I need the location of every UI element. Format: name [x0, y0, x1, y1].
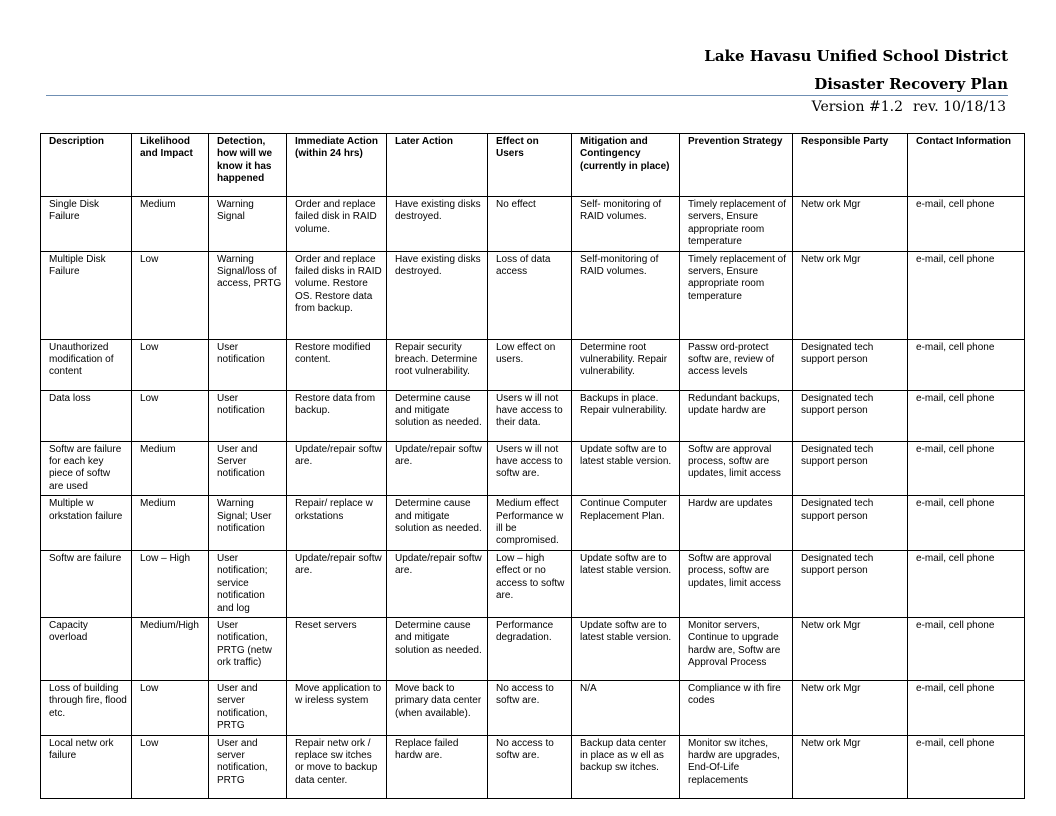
table-cell: Softw are failure for each key piece of softw are used — [41, 441, 132, 496]
table-row — [41, 339, 1025, 390]
table-cell: Softw are approval process, softw are updates, limit access — [680, 550, 793, 617]
table-cell: Unauthorized modification of content — [41, 339, 132, 390]
table-cell: Redundant backups, update hardw are — [680, 390, 793, 441]
table-row — [41, 617, 1025, 680]
disaster-recovery-table — [40, 133, 1025, 799]
table-cell: Timely replacement of servers, Ensure appropriate room temperature — [680, 197, 793, 252]
table-cell: Backups in place. Repair vulnerability. — [572, 390, 680, 441]
table-cell: User and server notification, PRTG — [209, 735, 287, 798]
table-cell: Low – High — [132, 550, 209, 617]
table-cell: Users w ill not have access to softw are. — [488, 441, 572, 496]
table-cell: User notification — [209, 339, 287, 390]
table-cell: Softw are failure — [41, 550, 132, 617]
table-row — [41, 197, 1025, 252]
table-cell: Warning Signal — [209, 197, 287, 252]
table-cell: e-mail, cell phone — [908, 496, 1025, 551]
table-cell: Update softw are to latest stable version. — [572, 617, 680, 680]
table-cell: Determine root vulnerability. Repair vulnerability. — [572, 339, 680, 390]
column-header: Likelihood and Impact — [132, 134, 209, 197]
table-cell: Medium — [132, 197, 209, 252]
table-cell: Repair/ replace w orkstations — [287, 496, 387, 551]
column-header: Prevention Strategy — [680, 134, 793, 197]
table-cell: Medium effect Performance w ill be compromised. — [488, 496, 572, 551]
table-cell: Compliance w ith fire codes — [680, 680, 793, 735]
table-cell: Update/repair softw are. — [387, 550, 488, 617]
table-cell: User notification — [209, 390, 287, 441]
table-row — [41, 390, 1025, 441]
table-cell: Multiple w orkstation failure — [41, 496, 132, 551]
document-header — [704, 46, 1008, 94]
table-cell: Hardw are updates — [680, 496, 793, 551]
table-cell: Warning Signal; User notification — [209, 496, 287, 551]
table-cell: Move back to primary data center (when available). — [387, 680, 488, 735]
column-header: Detection, how will we know it has happened — [209, 134, 287, 197]
table-cell: Reset servers — [287, 617, 387, 680]
column-header: Later Action — [387, 134, 488, 197]
table-cell: Users w ill not have access to their data. — [488, 390, 572, 441]
table-cell: Update softw are to latest stable version. — [572, 550, 680, 617]
table-cell: Low – high effect or no access to softw are. — [488, 550, 572, 617]
table-cell: Update/repair softw are. — [387, 441, 488, 496]
table-cell: Low — [132, 390, 209, 441]
table-cell: No access to softw are. — [488, 735, 572, 798]
table-cell: e-mail, cell phone — [908, 735, 1025, 798]
table-cell: Restore modified content. — [287, 339, 387, 390]
table-cell: Self- monitoring of RAID volumes. — [572, 197, 680, 252]
table-cell: Netw ork Mgr — [793, 197, 908, 252]
table-cell: Designated tech support person — [793, 390, 908, 441]
table-cell: e-mail, cell phone — [908, 617, 1025, 680]
table-cell: e-mail, cell phone — [908, 197, 1025, 252]
table-cell: Warning Signal/loss of access, PRTG — [209, 251, 287, 339]
version-line — [812, 98, 1006, 116]
column-header: Effect on Users — [488, 134, 572, 197]
table-cell: Repair security breach. Determine root vulnerability. — [387, 339, 488, 390]
table-cell: No access to softw are. — [488, 680, 572, 735]
table-cell: Capacity overload — [41, 617, 132, 680]
table-cell: Repair netw ork / replace sw itches or move to backup data center. — [287, 735, 387, 798]
table-row — [41, 680, 1025, 735]
table-cell: Determine cause and mitigate solution as needed. — [387, 496, 488, 551]
district-name: Lake Havasu Unified School District — [704, 47, 1008, 65]
table-cell: Netw ork Mgr — [793, 680, 908, 735]
table-cell: Medium — [132, 496, 209, 551]
table-cell: Determine cause and mitigate solution as needed. — [387, 617, 488, 680]
table-cell: e-mail, cell phone — [908, 251, 1025, 339]
column-header: Responsible Party — [793, 134, 908, 197]
table-cell: Designated tech support person — [793, 496, 908, 551]
table-cell: Designated tech support person — [793, 339, 908, 390]
header-divider — [46, 95, 1008, 96]
table-cell: Data loss — [41, 390, 132, 441]
table-cell: User and server notification, PRTG — [209, 680, 287, 735]
column-header: Mitigation and Contingency (currently in place) — [572, 134, 680, 197]
table-cell: e-mail, cell phone — [908, 339, 1025, 390]
table-cell: Low — [132, 251, 209, 339]
column-header: Description — [41, 134, 132, 197]
table-cell: No effect — [488, 197, 572, 252]
table-cell: Passw ord-protect softw are, review of access levels — [680, 339, 793, 390]
table-cell: Monitor sw itches, hardw are upgrades, End-Of-Life replacements — [680, 735, 793, 798]
table-cell: Netw ork Mgr — [793, 735, 908, 798]
table-cell: e-mail, cell phone — [908, 550, 1025, 617]
table-row — [41, 441, 1025, 496]
table-cell: Local netw ork failure — [41, 735, 132, 798]
table-cell: Medium/High — [132, 617, 209, 680]
column-header: Immediate Action (within 24 hrs) — [287, 134, 387, 197]
revision-date: rev. 10/18/13 — [912, 99, 1006, 115]
table-row — [41, 496, 1025, 551]
table-cell: Single Disk Failure — [41, 197, 132, 252]
table-cell: Designated tech support person — [793, 550, 908, 617]
table-cell: Softw are approval process, softw are updates, limit access — [680, 441, 793, 496]
table-cell: Low effect on users. — [488, 339, 572, 390]
table-cell: Multiple Disk Failure — [41, 251, 132, 339]
table-cell: Move application to w ireless system — [287, 680, 387, 735]
table-cell: Backup data center in place as w ell as backup sw itches. — [572, 735, 680, 798]
table-cell: Self-monitoring of RAID volumes. — [572, 251, 680, 339]
table-cell: e-mail, cell phone — [908, 390, 1025, 441]
table-cell: Have existing disks destroyed. — [387, 197, 488, 252]
table-row — [41, 550, 1025, 617]
table-cell: Loss of building through fire, flood etc. — [41, 680, 132, 735]
table-cell: Performance degradation. — [488, 617, 572, 680]
table-row — [41, 251, 1025, 339]
table-header-row — [41, 134, 1025, 197]
table-cell: Designated tech support person — [793, 441, 908, 496]
table-cell: Update/repair softw are. — [287, 550, 387, 617]
table-cell: Low — [132, 680, 209, 735]
table-cell: Netw ork Mgr — [793, 617, 908, 680]
table-cell: Update softw are to latest stable version. — [572, 441, 680, 496]
table-cell: Loss of data access — [488, 251, 572, 339]
table-cell: Restore data from backup. — [287, 390, 387, 441]
table-cell: User and Server notification — [209, 441, 287, 496]
table-cell: Update/repair softw are. — [287, 441, 387, 496]
column-header: Contact Information — [908, 134, 1025, 197]
table-cell: Order and replace failed disk in RAID volume. — [287, 197, 387, 252]
table-cell: e-mail, cell phone — [908, 441, 1025, 496]
table-cell: User notification; service notification and log — [209, 550, 287, 617]
table-body — [41, 197, 1025, 799]
table-cell: Monitor servers, Continue to upgrade hardw are, Softw are Approval Process — [680, 617, 793, 680]
table-cell: Low — [132, 735, 209, 798]
table-row — [41, 735, 1025, 798]
table-cell: User notification, PRTG (netw ork traffic) — [209, 617, 287, 680]
plan-title: Disaster Recovery Plan — [814, 75, 1008, 93]
table-cell: Order and replace failed disks in RAID volume. Restore OS. Restore data from backup. — [287, 251, 387, 339]
table-cell: Determine cause and mitigate solution as needed. — [387, 390, 488, 441]
table-cell: N/A — [572, 680, 680, 735]
table-cell: e-mail, cell phone — [908, 680, 1025, 735]
table-cell: Have existing disks destroyed. — [387, 251, 488, 339]
table-cell: Replace failed hardw are. — [387, 735, 488, 798]
table-cell: Netw ork Mgr — [793, 251, 908, 339]
table-cell: Timely replacement of servers, Ensure appropriate room temperature — [680, 251, 793, 339]
table-cell: Medium — [132, 441, 209, 496]
table-cell: Continue Computer Replacement Plan. — [572, 496, 680, 551]
table-cell: Low — [132, 339, 209, 390]
version-number: Version #1.2 — [811, 99, 903, 115]
